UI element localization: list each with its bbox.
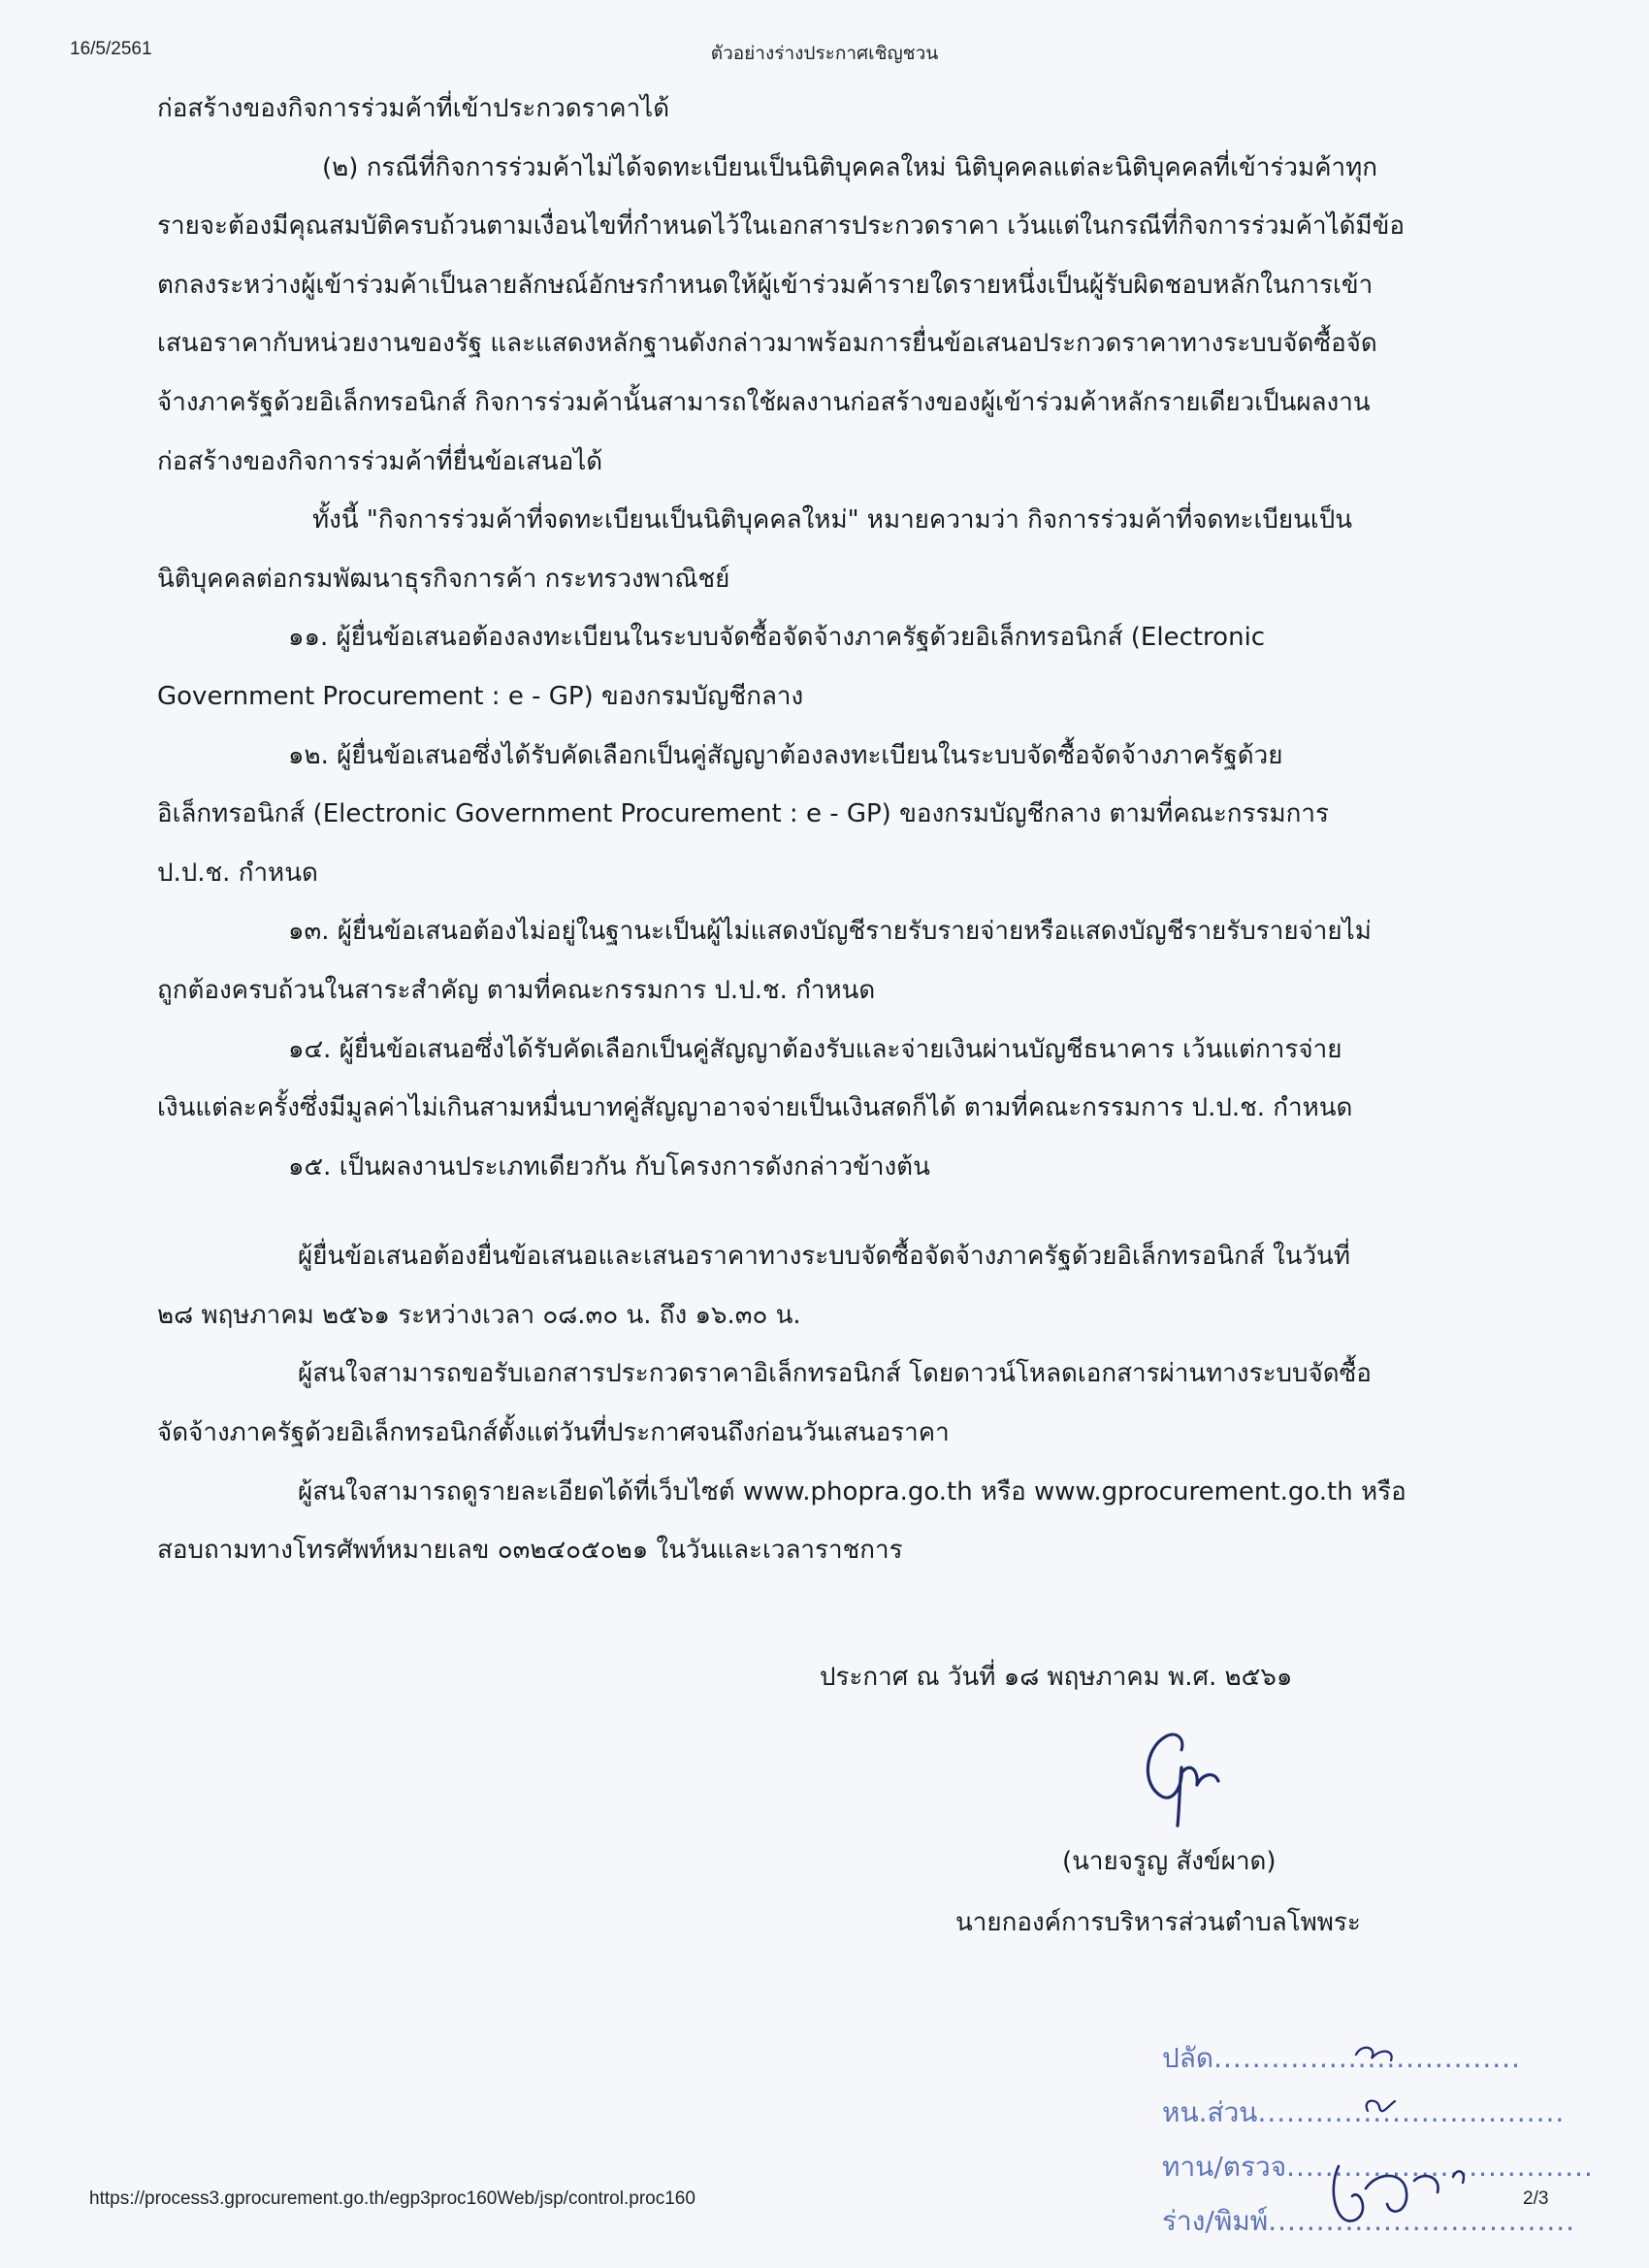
body-line: ป.ป.ช. กำหนด — [157, 858, 318, 888]
body-line: ๑๓. ผู้ยื่นข้อเสนอต้องไม่อยู่ในฐานะเป็นผู้ไม่แสดงบัญชีรายรับรายจ่ายหรือแสดงบัญชีรายรับรายจ่ายไม่ — [288, 917, 1372, 947]
body-line: นิติบุคคลต่อกรมพัฒนาธุรกิจการค้า กระทรวงพาณิชย์ — [157, 564, 730, 594]
stamp-label: ทาน/ตรวจ — [1162, 2151, 1287, 2183]
paragraph-gap — [157, 1196, 1467, 1227]
announcement-date: ประกาศ ณ วันที่ ๑๘ พฤษภาคม พ.ศ. ๒๕๖๑ — [820, 1663, 1293, 1692]
approval-stamp — [1162, 2025, 1594, 2268]
signatory-position: นายกองค์การบริหารส่วนตำบลโพพระ — [955, 1908, 1361, 1937]
stamp-label: ปลัด — [1162, 2042, 1214, 2074]
stamp-label: ร่าง/พิมพ์ — [1162, 2205, 1269, 2237]
body-line: ก่อสร้างของกิจการร่วมค้าที่เข้าประกวดราคาได้ — [157, 94, 670, 123]
body-line: (๒) กรณีที่กิจการร่วมค้าไม่ได้จดทะเบียนเป็นนิติบุคคลใหม่ นิติบุคคลแต่ละนิติบุคคลที่เข้าร่วมค้าทุก — [322, 152, 1377, 182]
signatory-name: (นายจรูญ สังข์ผาด) — [1062, 1847, 1277, 1876]
handwritten-signature — [1125, 1717, 1242, 1833]
body-line: Government Procurement : e - GP) ของกรมบัญชีกลาง — [157, 681, 804, 711]
body-line: จ้างภาครัฐด้วยอิเล็กทรอนิกส์ กิจการร่วมค้านั้นสามารถใช้ผลงานก่อสร้างของผู้เข้าร่วมค้าหลักรายเดียวเป็นผลงาน — [157, 387, 1371, 417]
body-line: ๑๕. เป็นผลงานประเภทเดียวกัน กับโครงการดังกล่าวข้างต้น — [288, 1151, 930, 1182]
body-line: เสนอราคากับหน่วยงานของรัฐ และแสดงหลักฐานดังกล่าวมาพร้อมการยื่นข้อเสนอประกวดราคาทางระบบจัดซื้อจัด — [157, 329, 1377, 359]
stamp-dots: ................................ — [1286, 2151, 1594, 2183]
body-line: ตกลงระหว่างผู้เข้าร่วมค้าเป็นลายลักษณ์อักษรกำหนดให้ผู้เข้าร่วมค้ารายใดรายหนึ่งเป็นผู้รับผิดชอบหลักในการเข้า — [157, 270, 1374, 300]
body-line: ๑๔. ผู้ยื่นข้อเสนอซึ่งได้รับคัดเลือกเป็นคู่สัญญาต้องรับและจ่ายเงินผ่านบัญชีธนาคาร เว้นแต่การจ่าย — [288, 1034, 1342, 1064]
body-line: ๑๑. ผู้ยื่นข้อเสนอต้องลงทะเบียนในระบบจัดซื้อจัดจ้างภาครัฐด้วยอิเล็กทรอนิกส์ (Electronic — [288, 623, 1266, 653]
stamp-dots: ................................ — [1213, 2042, 1521, 2074]
stamp-dots: ................................ — [1268, 2205, 1576, 2237]
stamp-dots: ................................ — [1257, 2096, 1566, 2128]
body-line: ผู้สนใจสามารถดูรายละเอียดได้ที่เว็บไซต์ www.phopra.go.th หรือ www.gprocurement.go.th หรือ — [298, 1476, 1406, 1507]
header-date: 16/5/2561 — [70, 39, 152, 59]
page-number: 2/3 — [1523, 2188, 1549, 2209]
body-line: อิเล็กทรอนิกส์ (Electronic Government Procurement : e - GP) ของกรมบัญชีกลาง ตามที่คณะกรรมการ — [157, 799, 1329, 829]
body-line: ๑๒. ผู้ยื่นข้อเสนอซึ่งได้รับคัดเลือกเป็นคู่สัญญาต้องลงทะเบียนในระบบจัดซื้อจัดจ้างภาครัฐด้วย — [288, 740, 1283, 770]
body-line: จัดจ้างภาครัฐด้วยอิเล็กทรอนิกส์ตั้งแต่วันที่ประกาศจนถึงก่อนวันเสนอราคา — [157, 1418, 950, 1448]
header-title: ตัวอย่างร่างประกาศเชิญชวน — [710, 44, 939, 64]
body-line: ก่อสร้างของกิจการร่วมค้าที่ยื่นข้อเสนอได้ — [157, 446, 603, 476]
body-line: รายจะต้องมีคุณสมบัติครบถ้วนตามเงื่อนไขที่กำหนดไว้ในเอกสารประกวดราคา เว้นแต่ในกรณีที่กิจการร่วมค้าได้มีข้อ — [157, 211, 1406, 242]
stamp-label: หน.ส่วน — [1162, 2096, 1258, 2128]
body-line: เงินแต่ละครั้งซึ่งมีมูลค่าไม่เกินสามหมื่นบาทคู่สัญญาอาจจ่ายเป็นเงินสดก็ได้ ตามที่คณะกรรมการ ป.ป.ช. กำหนด — [157, 1093, 1353, 1123]
body-line: ผู้ยื่นข้อเสนอต้องยื่นข้อเสนอและเสนอราคาทางระบบจัดซื้อจัดจ้างภาครัฐด้วยอิเล็กทรอนิกส์ ในวันที่ — [298, 1242, 1350, 1272]
body-line: ถูกต้องครบถ้วนในสาระสำคัญ ตามที่คณะกรรมการ ป.ป.ช. กำหนด — [157, 975, 876, 1005]
announcement-body — [157, 80, 1467, 1580]
body-line: ผู้สนใจสามารถขอรับเอกสารประกวดราคาอิเล็กทรอนิกส์ โดยดาวน์โหลดเอกสารผ่านทางระบบจัดซื้อ — [298, 1359, 1372, 1389]
source-url: https://process3.gprocurement.go.th/egp3proc160Web/jsp/control.proc160 — [89, 2188, 695, 2209]
body-line: สอบถามทางโทรศัพท์หมายเลข ๐๓๒๔๐๕๐๒๑ ในวันและเวลาราชการ — [157, 1536, 903, 1566]
body-line: ๒๘ พฤษภาคม ๒๕๖๑ ระหว่างเวลา ๐๘.๓๐ น. ถึง ๑๖.๓๐ น. — [157, 1300, 801, 1330]
stamp-initials — [1162, 2025, 1569, 2268]
body-line: ทั้งนี้ "กิจการร่วมค้าที่จดทะเบียนเป็นนิติบุคคลใหม่" หมายความว่า กิจการร่วมค้าที่จดทะเบียนเป็น — [312, 505, 1353, 535]
